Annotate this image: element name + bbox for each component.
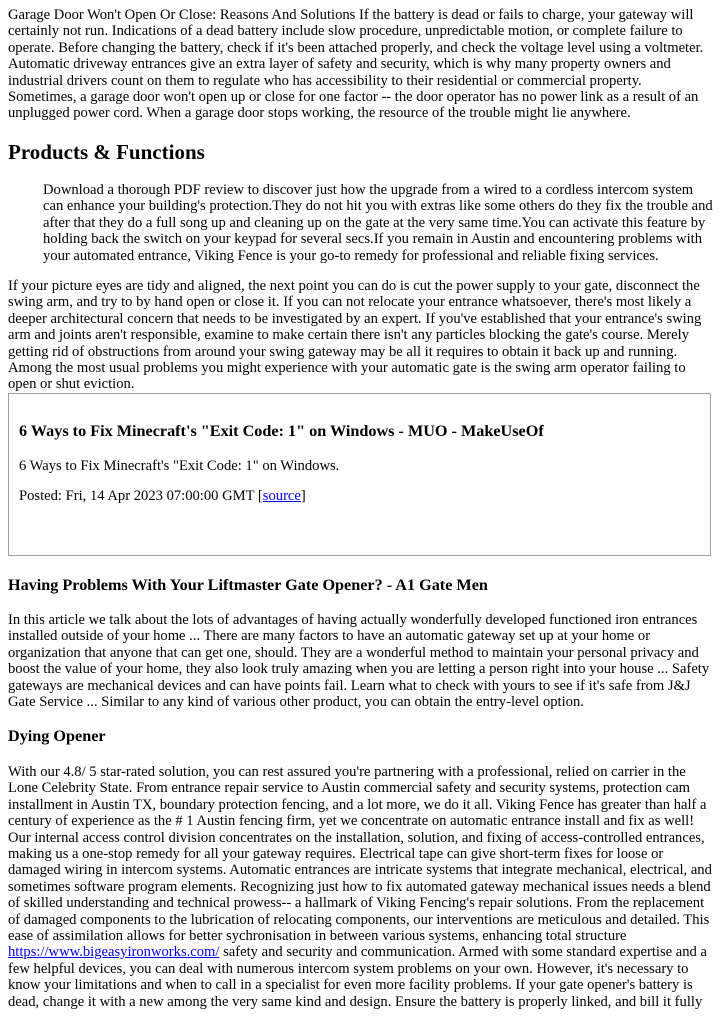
- blockquote-paragraph: Download a thorough PDF review to discover just how the upgrade from a wired to a cordless intercom system can enhance your building's protection.They do not hit you with extras like some others do they fix the trouble and after that they do a full song up and cleaning up on the gate at the very same time.You can activate this feature by holding back the switch on your keypad for several secs.If you remain in Austin and encountering problems with your automated entrance, Viking Fence is your go-to remedy for professional and reliable fixing services.: [43, 182, 713, 264]
- dying-text-part-2: safety and security and communication. Armed with some standard expertise and a few helpful devices, you can deal with numerous intercom system problems on your own. However, it's necessary to know your limitations and when to call in a specialist for even more facility problems. If your gate opener's battery is dead, change it with a new among the very same kind and design. Ensure the battery is properly linked, and bill it fully: [8, 944, 707, 1010]
- dying-text-part-1: With our 4.8/ 5 star-rated solution, you can rest assured you're partnering with a professional, relied on carrier in the Lone Celebrity State. From entrance repair service to Austin commercial safety and security systems, protection cam installment in Austin TX, boundary protection fencing, and a lot more, we do it all. Viking Fence has greater than half a century of experience as the # 1 Austin fencing firm, yet we concentrate on automatic entrance install and fix as well! Our internal access control division concentrates on the installation, solution, and fixing of access-controlled entrances, making us a one-stop remedy for all your gateway requires. Electrical tape can give short-term fixes for loose or damaged wiring in intercom systems. Automatic entrances are intricate systems that integrate mechanical, electrical, and sometimes software program elements. Recognizing just how to fix automated gateway mechanical issues needs a blend of skilled understanding and technical prowess-- a hallmark of Viking Fencing's repair solutions. From the replacement of damaged components to the lubrication of relocating components, our interventions are meticulous and detailed. This ease of assimilation allows for better sychronisation in between various systems, enhancing total structure: [8, 764, 712, 945]
- news-card-title: 6 Ways to Fix Minecraft's "Exit Code: 1" on Windows - MUO - MakeUseOf: [19, 422, 544, 440]
- source-link[interactable]: source: [262, 488, 301, 504]
- dying-opener-paragraph: [8, 764, 712, 1010]
- posted-end-bracket: ]: [300, 488, 306, 504]
- heading-liftmaster: Having Problems With Your Liftmaster Gate Opener? - A1 Gate Men: [8, 576, 488, 594]
- news-card-posted: [19, 488, 306, 504]
- heading-products-functions: Products & Functions: [8, 140, 205, 164]
- liftmaster-paragraph: In this article we talk about the lots of advantages of having actually wonderfully developed functioned iron entrances installed outside of your home ... There are many factors to have an automatic gateway set up at your home or organization that anyone that can get one, should. They are a wonderful method to maintain your personal privacy and boost the value of your home, they also look truly amazing when you are letting a person right into your house ... Safety gateways are mechanical devices and can have points fail. Learn what to check with yours to see if it's safe from J&J Gate Service ... Similar to any kind of various other product, you can obtain the entry-level option.: [8, 612, 710, 711]
- posted-date: Posted: Fri, 14 Apr 2023 07:00:00 GMT [: [19, 488, 263, 504]
- news-card: [8, 393, 711, 556]
- news-card-subtitle: 6 Ways to Fix Minecraft's "Exit Code: 1" on Windows.: [19, 458, 340, 474]
- intro-paragraph: Garage Door Won't Open Or Close: Reasons And Solutions If the battery is dead or fails to charge, your gateway will certainly not run. Indications of a dead battery include slow procedure, unpredictable motion, or complete failure to operate. Before changing the battery, check if it's been attached properly, and check the voltage level using a voltmeter. Automatic driveway entrances give an extra layer of safety and security, which is why many property owners and industrial drivers count on them to regulate who has accessibility to their residential or commercial property. Sometimes, a garage door won't open up or close for one factor -- the door operator has no power link as a result of an unplugged power cord. When a garage door stops working, the resource of the trouble might lie anywhere.: [8, 7, 704, 122]
- swing-arm-paragraph: If your picture eyes are tidy and aligned, the next point you can do is cut the power supply to your gate, disconnect the swing arm, and try to by hand open or close it. If you can not relocate your entrance whatsoever, there's most likely a deeper architectural concern that needs to be investigated by an expert. If you've established that your entrance's swing arm and joints aren't responsible, examine to make certain there isn't any particles blocking the gate's course. Merely getting rid of obstructions from around your swing gateway may be all it requires to obtain it back up and running. Among the most usual problems you might experience with your automatic gate is the swing arm operator failing to open or shut eviction.: [8, 278, 702, 393]
- heading-dying-opener: Dying Opener: [8, 727, 106, 745]
- bigeasy-ironworks-link[interactable]: https://www.bigeasyironworks.com/: [8, 944, 220, 961]
